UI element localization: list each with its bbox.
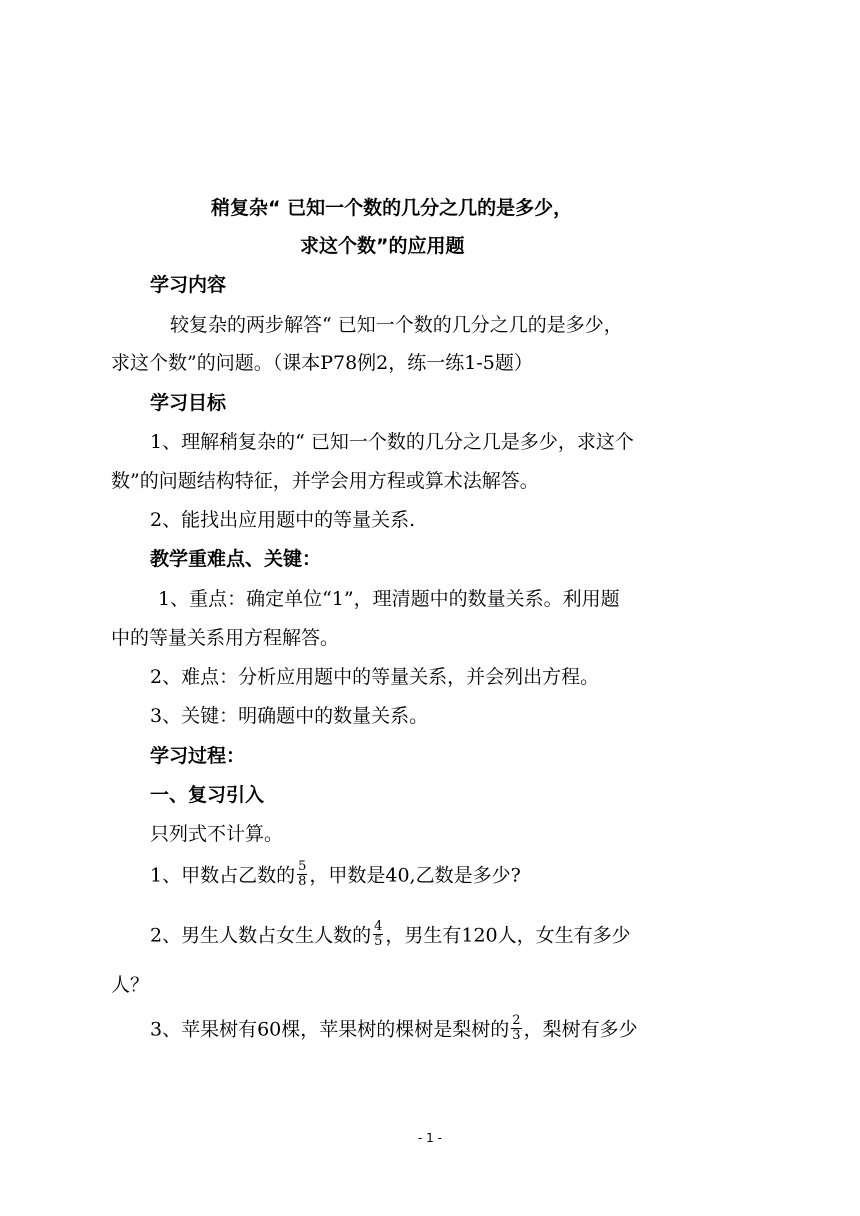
review-heading: 一、复习引入: [150, 784, 265, 806]
problem-2-text-before: 2、男生人数占女生人数的: [150, 924, 372, 947]
fraction-5-8: [297, 860, 307, 889]
content-text-line-1: 较复杂的两步解答“ 已知一个数的几分之几的是多少，: [170, 314, 623, 336]
problem-1-text-after: ，甲数是40,乙数是多少?: [309, 864, 521, 887]
process-heading: 学习过程：: [150, 745, 246, 767]
problem-3-text-after: ，梨树有多少: [523, 1018, 638, 1041]
problem-3-text-before: 3、苹果树有60棵，苹果树的棵树是梨树的: [150, 1018, 510, 1041]
problem-2-text-after: ，男生有120人，女生有多少: [385, 924, 631, 947]
fraction-numerator: 5: [298, 859, 307, 874]
fraction-denominator: 5: [374, 934, 383, 949]
problem-2: [150, 919, 631, 951]
key-point-2: 2、难点：分析应用题中的等量关系，并会列出方程。: [150, 666, 600, 688]
fraction-denominator: 3: [512, 1028, 521, 1043]
problem-1-text-before: 1、甲数占乙数的: [150, 864, 296, 887]
key-point-1-line-1: 1、重点：确定单位“1”，理清题中的数量关系。利用题: [158, 588, 620, 610]
goal-heading: 学习目标: [150, 392, 227, 414]
goal-1-line-2: 数”的问题结构特征，并学会用方程或算术法解答。: [111, 470, 539, 492]
content-heading: 学习内容: [150, 274, 227, 296]
problem-3: [150, 1013, 638, 1045]
fraction-numerator: 2: [512, 1013, 521, 1028]
goal-2: 2、能找出应用题中的等量关系.: [150, 509, 416, 531]
fraction-2-3: [511, 1014, 521, 1043]
fraction-numerator: 4: [374, 919, 383, 934]
key-points-heading: 教学重难点、关键：: [150, 548, 322, 570]
key-point-3: 3、关键：明确题中的数量关系。: [150, 705, 429, 727]
content-text-line-2: 求这个数”的问题。（课本P78例2，练一练1-5题）: [111, 352, 533, 374]
key-point-1-line-2: 中的等量关系用方程解答。: [111, 627, 340, 649]
page-number: - 1 -: [418, 1131, 442, 1145]
review-intro: 只列式不计算。: [150, 823, 284, 845]
title-line-2: 求这个数”的应用题: [300, 235, 465, 257]
goal-1-line-1: 1、理解稍复杂的“ 已知一个数的几分之几是多少，求这个: [150, 431, 634, 453]
problem-2-continuation: 人？: [111, 974, 150, 996]
fraction-denominator: 8: [298, 874, 307, 889]
fraction-4-5: [373, 920, 383, 949]
problem-1: [150, 859, 521, 891]
title-line-1: 稍复杂“ 已知一个数的几分之几的是多少，: [211, 197, 573, 219]
